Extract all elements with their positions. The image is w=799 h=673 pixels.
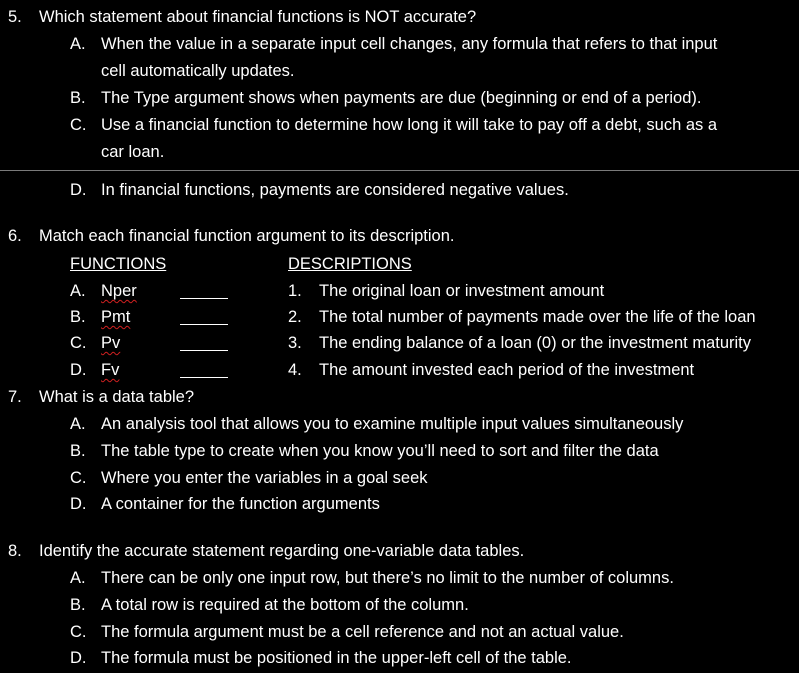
option-text: An analysis tool that allows you to examine multiple input values simultaneously [101, 415, 684, 433]
function-letter: D. [70, 361, 87, 379]
option-letter: B. [70, 596, 86, 614]
description-text: The ending balance of a loan (0) or the investment maturity [319, 334, 751, 352]
option-text: Use a financial function to determine how long it will take to pay off a debt, such as a [101, 116, 718, 134]
description-text: The total number of payments made over the life of the loan [319, 308, 756, 326]
function-name: Pv [101, 334, 121, 352]
function-letter: C. [70, 334, 87, 352]
option-text: There can be only one input row, but there’s no limit to the number of columns. [101, 569, 674, 587]
option-text: The formula argument must be a cell reference and not an actual value. [101, 623, 624, 641]
question-number: 8. [8, 542, 22, 560]
description-text: The amount invested each period of the investment [319, 361, 695, 379]
option-text: A total row is required at the bottom of the column. [101, 596, 469, 614]
answer-blank [180, 324, 228, 325]
function-name: Pmt [101, 308, 131, 326]
question-text: What is a data table? [39, 388, 195, 406]
option-letter: C. [70, 623, 87, 641]
option-letter: B. [70, 442, 86, 460]
option-text: The formula must be positioned in the upper-left cell of the table. [101, 649, 572, 667]
answer-blank [180, 350, 228, 351]
function-letter: B. [70, 308, 86, 326]
description-text: The original loan or investment amount [319, 282, 605, 300]
option-text: Where you enter the variables in a goal seek [101, 469, 428, 487]
option-letter: A. [70, 569, 86, 587]
option-text: A container for the function arguments [101, 495, 380, 513]
functions-header: FUNCTIONS [70, 255, 167, 273]
question-number: 6. [8, 227, 22, 245]
answer-blank [180, 298, 228, 299]
option-text: car loan. [101, 143, 165, 161]
page-divider [0, 170, 799, 171]
option-letter: D. [70, 495, 87, 513]
option-text: When the value in a separate input cell changes, any formula that refers to that input [101, 35, 718, 53]
function-name: Nper [101, 282, 137, 300]
question-text: Match each financial function argument to its description. [39, 227, 455, 245]
question-number: 7. [8, 388, 22, 406]
option-text: cell automatically updates. [101, 62, 295, 80]
question-text: Which statement about financial functions is NOT accurate? [39, 8, 477, 26]
option-letter: D. [70, 181, 87, 199]
description-number: 3. [288, 334, 302, 352]
description-number: 2. [288, 308, 302, 326]
question-number: 5. [8, 8, 22, 26]
option-letter: D. [70, 649, 87, 667]
description-number: 1. [288, 282, 302, 300]
descriptions-header: DESCRIPTIONS [288, 255, 412, 273]
answer-blank [180, 377, 228, 378]
option-text: In financial functions, payments are considered negative values. [101, 181, 569, 199]
option-letter: C. [70, 469, 87, 487]
option-letter: A. [70, 35, 86, 53]
question-text: Identify the accurate statement regarding one-variable data tables. [39, 542, 525, 560]
option-text: The Type argument shows when payments are due (beginning or end of a period). [101, 89, 702, 107]
option-letter: B. [70, 89, 86, 107]
option-text: The table type to create when you know you’ll need to sort and filter the data [101, 442, 659, 460]
function-letter: A. [70, 282, 86, 300]
option-letter: C. [70, 116, 87, 134]
option-letter: A. [70, 415, 86, 433]
description-number: 4. [288, 361, 302, 379]
function-name: Fv [101, 361, 120, 379]
